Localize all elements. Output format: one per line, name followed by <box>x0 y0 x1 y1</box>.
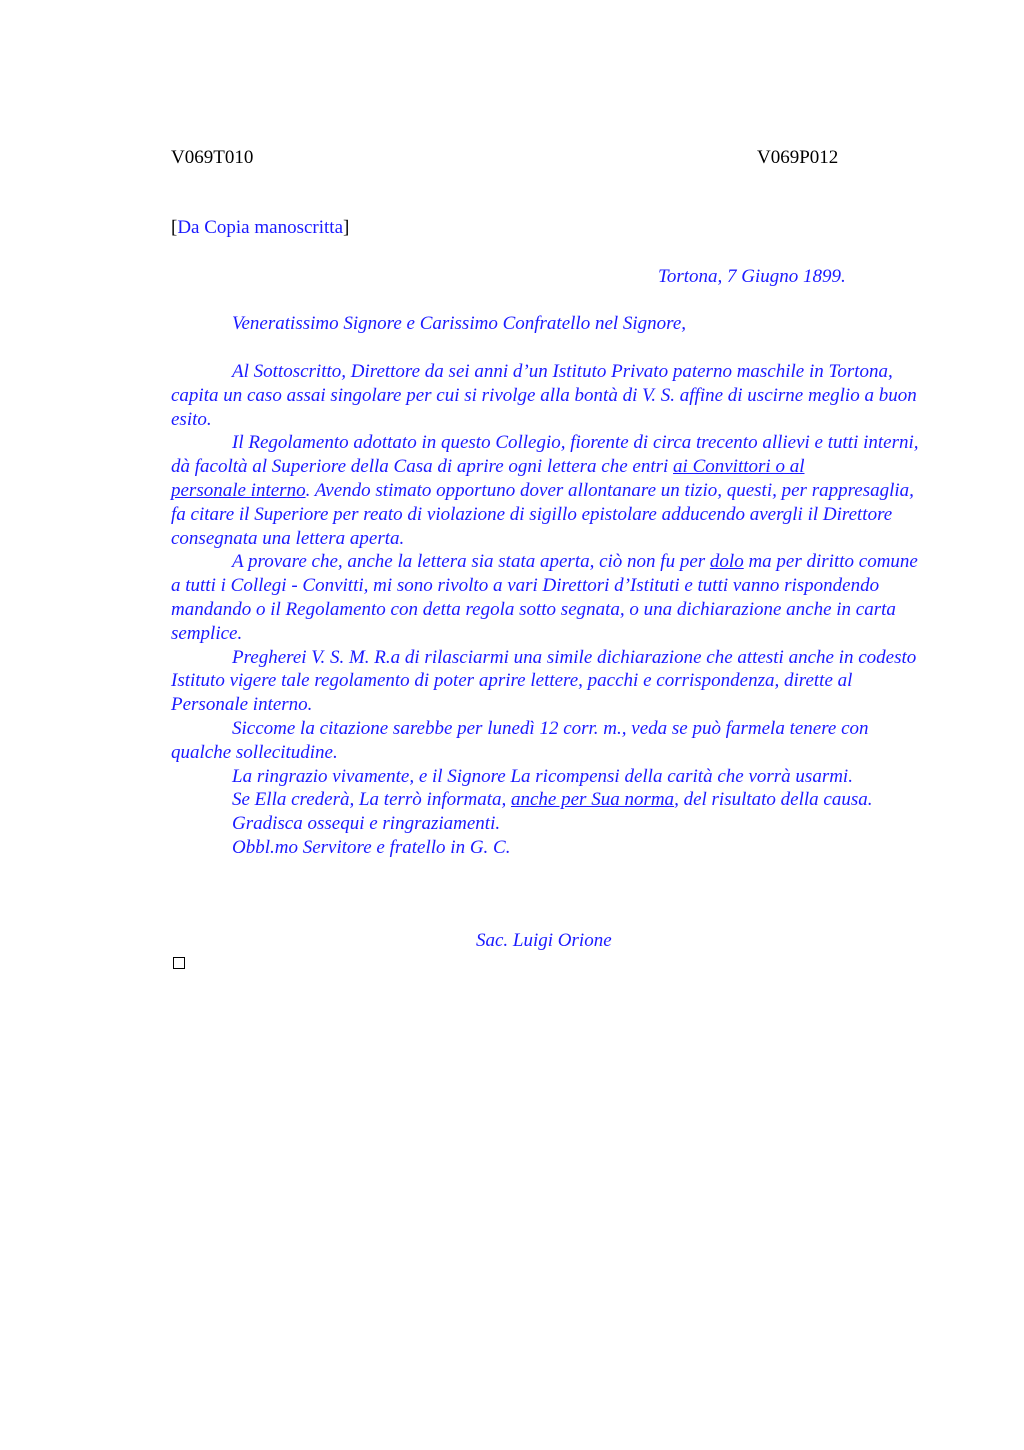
paragraph-8: Gradisca ossequi e ringraziamenti. <box>232 813 501 835</box>
paragraph-3-underlined: dolo <box>709 551 744 573</box>
paragraph-3-text-a: A provare che, anche la lettera sia stata aperta, ciò non fu per <box>232 551 710 573</box>
right-code: V069P012 <box>757 147 839 168</box>
letter-date: Tortona, 7 Giugno 1899. <box>658 266 846 287</box>
paragraph-3 <box>171 550 931 645</box>
paragraph-7 <box>171 788 931 812</box>
paragraph-7-text-b: , del risultato della causa. <box>674 789 873 811</box>
letter-body <box>171 360 931 860</box>
paragraph-9: Obbl.mo Servitore e fratello in G. C. <box>232 836 511 858</box>
paragraph-2-text-a: Il Regolamento adottato in questo Collegio, fiorente di circa trecento allievi e tutti interni, dà facoltà al Superiore della Casa di aprire ogni lettera che entri <box>171 432 919 478</box>
paragraph-6: La ringrazio vivamente, e il Signore La ricompensi della carità che vorrà usarmi. <box>232 765 853 787</box>
paragraph-2-underlined-2: personale interno <box>171 479 306 501</box>
left-code: V069T010 <box>171 147 254 168</box>
paragraph-7-underlined: anche per Sua norma <box>511 789 675 811</box>
paragraph-1: Al Sottoscritto, Direttore da sei anni d’un Istituto Privato paterno maschile in Tortona, capita un caso assai singolare per cui si rivolge alla bontà di V. S. affine di uscirne meglio a buon esito. <box>171 361 917 430</box>
paragraph-2-text-b: . Avendo stimato opportuno dover allontanare un tizio, questi, per rappresaglia, fa citare il Superiore per reato di violazione di sigillo epistolare adducendo avergli il Direttore consegnata una lettera aperta. <box>171 479 914 549</box>
paragraph-2 <box>171 431 931 550</box>
signature: Sac. Luigi Orione <box>476 930 612 951</box>
source-text: Da Copia manoscritta <box>177 217 344 238</box>
paragraph-5: Siccome la citazione sarebbe per lunedì 12 corr. m., veda se può farmela tenere con qualche sollecitudine. <box>171 717 869 763</box>
source-note <box>171 217 349 239</box>
paragraph-2-underlined-1: ai Convittori o al <box>673 456 805 478</box>
letter-salutation: Veneratissimo Signore e Carissimo Confratello nel Signore, <box>232 313 687 334</box>
checkbox-glyph-icon <box>173 957 185 969</box>
paragraph-3-text-b: ma per diritto comune a tutti i Collegi - Convitti, mi sono rivolto a vari Direttori d’Istituti e tutti vanno rispondendo mandando o il Regolamento con detta regola sotto segnata, o una dichiarazione anche in carta semplice. <box>171 551 918 644</box>
source-bracket-close: ] <box>343 217 350 238</box>
paragraph-4: Pregherei V. S. M. R.a di rilasciarmi una simile dichiarazione che attesti anche in codesto Istituto vigere tale regolamento di poter aprire lettere, pacchi e corrispondenza, dirette al Personale interno. <box>171 646 917 716</box>
paragraph-7-text-a: Se Ella crederà, La terrò informata, <box>232 789 511 811</box>
source-bracket-open: [ <box>171 217 178 238</box>
